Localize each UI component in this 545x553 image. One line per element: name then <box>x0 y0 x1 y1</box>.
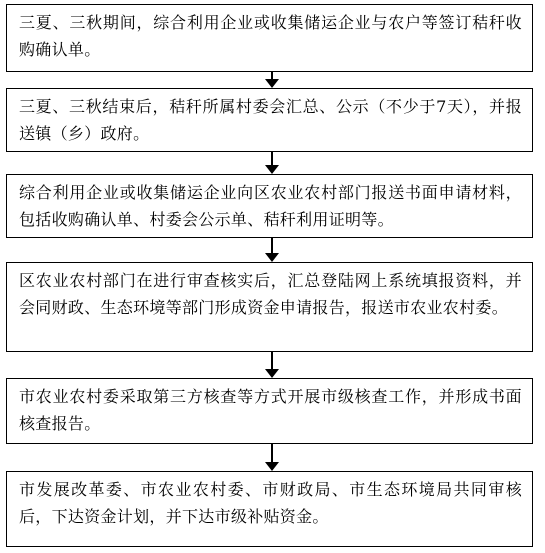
arrow-down-3 <box>262 238 282 262</box>
step-6-box <box>6 471 533 547</box>
step-6-text: 市发展改革委、市农业农村委、市财政局、市生态环境局共同审核后，下达资金计划，并下达市级补贴资金。 <box>19 480 522 526</box>
step-5-text: 市农业农村委采取第三方核查等方式开展市级核查工作，并形成书面核查报告。 <box>19 387 522 433</box>
step-5-box <box>6 378 533 444</box>
step-1-text: 三夏、三秋期间，综合利用企业或收集储运企业与农户等签订秸秆收购确认单。 <box>19 13 522 59</box>
step-1-box <box>6 4 533 72</box>
step-2-box <box>6 88 533 152</box>
arrow-down-2 <box>262 152 282 174</box>
arrow-down-1 <box>262 72 282 88</box>
step-4-text: 区农业农村部门在进行审查核实后，汇总登陆网上系统填报资料，并会同财政、生态环境等部门形成资金申请报告，报送市农业农村委。 <box>19 271 522 317</box>
step-3-text: 综合利用企业或收集储运企业向区农业农村部门报送书面申请材料，包括收购确认单、村委会公示单、秸秆利用证明等。 <box>19 183 522 229</box>
step-2-text: 三夏、三秋结束后，秸秆所属村委会汇总、公示（不少于7天），并报送镇（乡）政府。 <box>19 97 522 143</box>
step-3-box <box>6 174 533 238</box>
step-4-box <box>6 262 533 352</box>
arrow-down-5 <box>262 444 282 471</box>
arrow-down-4 <box>262 352 282 378</box>
